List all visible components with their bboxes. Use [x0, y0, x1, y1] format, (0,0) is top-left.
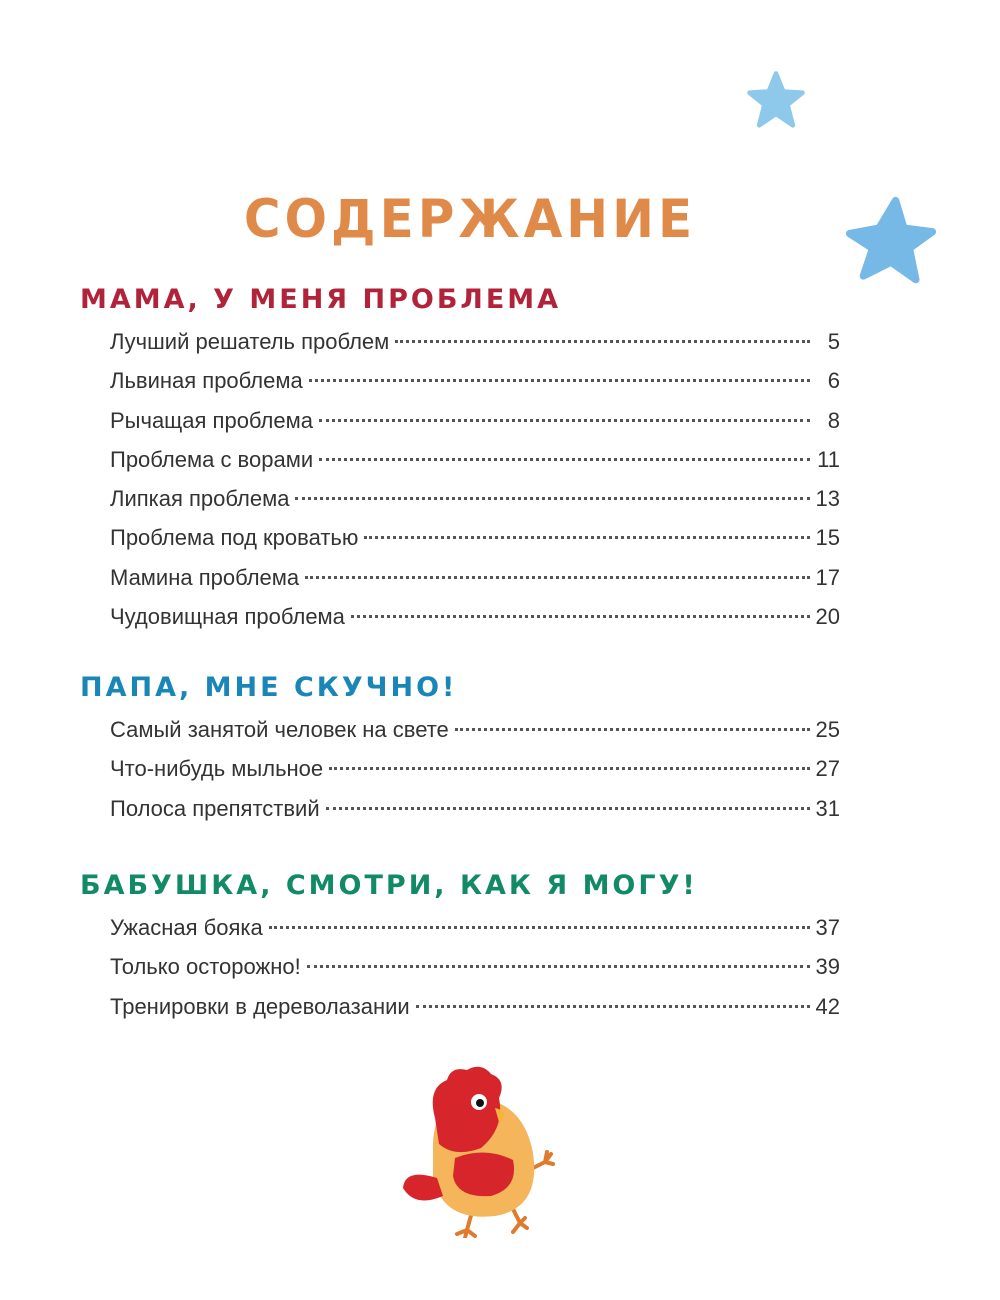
toc-entry: Только осторожно! 39: [110, 954, 840, 980]
toc-entry: Проблема под кроватью 15: [110, 525, 840, 551]
toc-entry: Лучший решатель проблем 5: [110, 329, 840, 354]
toc-entry: Рычащая проблема 8: [110, 407, 840, 433]
toc-entry: Мамина проблема 17: [110, 564, 840, 590]
chicken-illustration: [395, 1058, 565, 1238]
page-title: СОДЕРЖАНИЕ: [243, 188, 697, 250]
section-heading: ПАПА, МНЕ СКУЧНО!: [80, 672, 458, 703]
toc-section-1: [80, 282, 840, 636]
toc-entry: Тренировки в дереволазании 42: [110, 993, 840, 1019]
section-heading: БАБУШКА, СМОТРИ, КАК Я МОГУ!: [80, 870, 698, 901]
toc-section-3: [80, 868, 840, 1026]
toc-entry: Чудовищная проблема 20: [110, 604, 840, 630]
star-icon: [746, 70, 806, 130]
toc-section-2: [80, 670, 840, 828]
toc-entry: Что-нибудь мыльное 27: [110, 756, 840, 782]
toc-entry: Проблема с ворами 11: [110, 446, 840, 472]
toc-entry: Самый занятой человек на свете 25: [110, 717, 840, 742]
toc-entry: Львиная проблема 6: [110, 368, 840, 394]
toc-entry: Полоса препятствий 31: [110, 795, 840, 821]
section-heading: МАМА, У МЕНЯ ПРОБЛЕМА: [80, 284, 562, 315]
toc-entry: Ужасная бояка 37: [110, 915, 840, 940]
toc-entry: Липкая проблема 13: [110, 486, 840, 512]
